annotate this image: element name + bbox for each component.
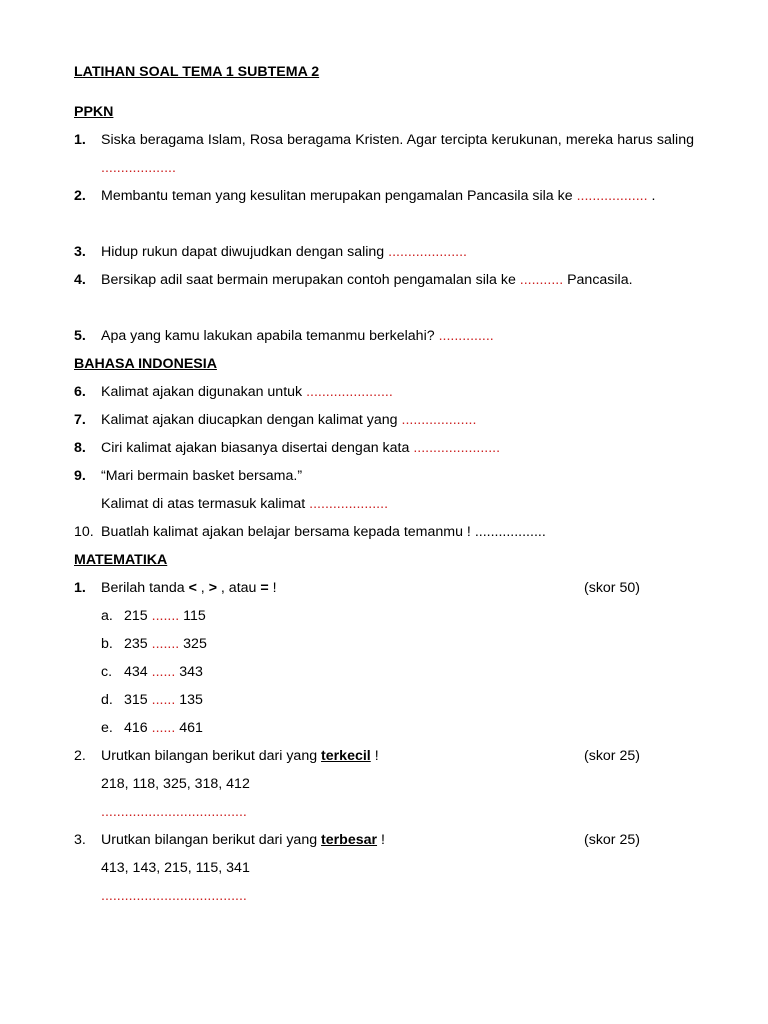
question-text: Berilah tanda	[101, 580, 189, 596]
number-right: 115	[183, 608, 206, 624]
sub-item-d	[101, 686, 203, 714]
question-number: 3.	[74, 832, 86, 848]
question-text: Buatlah kalimat ajakan belajar bersama kepada temanmu ! ..................	[101, 524, 546, 540]
number-right: 135	[179, 692, 203, 708]
question-7	[74, 406, 694, 434]
question-text: , atau	[216, 580, 261, 596]
question-number: 4.	[74, 272, 86, 288]
question-text: Ciri kalimat ajakan biasanya disertai dengan kata	[101, 440, 414, 456]
answer-blank: ......................	[413, 440, 501, 456]
math-question-1	[74, 574, 694, 602]
question-text: Bersikap adil saat bermain merupakan contoh pengamalan sila ke	[101, 272, 520, 288]
number-right: 325	[183, 636, 207, 652]
symbol-greater-than: >	[208, 580, 217, 596]
answer-blank: ..................	[576, 188, 648, 204]
answer-blank: ..............	[438, 328, 494, 344]
question-number: 10.	[74, 524, 94, 540]
question-8	[74, 434, 694, 462]
number-left: 416	[124, 720, 148, 736]
question-text: Urutkan bilangan berikut dari yang	[101, 832, 322, 848]
page-title: LATIHAN SOAL TEMA 1 SUBTEMA 2	[74, 64, 320, 80]
score-label: (skor 50)	[584, 580, 640, 596]
answer-blank: ......	[151, 720, 176, 736]
question-number: 2.	[74, 748, 86, 764]
question-text-end: !	[377, 832, 385, 848]
question-10	[74, 518, 694, 546]
sub-item-c	[101, 658, 203, 686]
number-left: 315	[124, 692, 148, 708]
question-number: 8.	[74, 440, 86, 456]
question-text-after: Pancasila.	[563, 272, 633, 288]
number-list: 413, 143, 215, 115, 341	[101, 860, 250, 876]
question-1	[74, 126, 694, 182]
score-label: (skor 25)	[584, 748, 640, 764]
number-left: 434	[124, 664, 148, 680]
symbol-equals: =	[260, 580, 269, 596]
question-text: Apa yang kamu lakukan apabila temanmu berkelahi?	[101, 328, 439, 344]
question-3	[74, 238, 694, 266]
answer-blank: ...................	[401, 412, 477, 428]
sub-item-a	[101, 602, 206, 630]
keyword-terbesar: terbesar	[321, 832, 378, 848]
keyword-terkecil: terkecil	[321, 748, 371, 764]
sub-letter: a.	[101, 608, 113, 624]
question-text: Kalimat ajakan digunakan untuk	[101, 384, 307, 400]
section-bahasa-heading: BAHASA INDONESIA	[74, 356, 217, 372]
answer-blank: .......	[151, 636, 180, 652]
section-ppkn-heading: PPKN	[74, 104, 114, 120]
sub-letter: c.	[101, 664, 113, 680]
question-5	[74, 322, 694, 350]
sub-item-e	[101, 714, 203, 742]
answer-blank: ....................	[388, 244, 467, 260]
number-left: 215	[124, 608, 148, 624]
sub-letter: d.	[101, 692, 113, 708]
question-text: Siska beragama Islam, Rosa beragama Kristen. Agar tercipta kerukunan, mereka harus saling	[101, 132, 694, 148]
sub-letter: e.	[101, 720, 113, 736]
sub-letter: b.	[101, 636, 113, 652]
question-number: 5.	[74, 328, 86, 344]
question-text-after: .	[647, 188, 656, 204]
question-number: 7.	[74, 412, 86, 428]
question-number: 3.	[74, 244, 86, 260]
question-9	[74, 462, 694, 518]
question-4	[74, 266, 694, 294]
answer-blank: .....................................	[101, 804, 247, 820]
question-2	[74, 182, 694, 210]
question-number: 1.	[74, 580, 86, 596]
answer-blank: .......	[151, 608, 180, 624]
separator: ,	[196, 580, 209, 596]
answer-blank: ......	[151, 664, 176, 680]
math-question-2	[74, 742, 694, 826]
number-list: 218, 118, 325, 318, 412	[101, 776, 250, 792]
answer-blank: ......	[151, 692, 176, 708]
answer-blank: ...........	[519, 272, 564, 288]
number-right: 343	[179, 664, 203, 680]
answer-blank: ......................	[306, 384, 393, 400]
question-text: Kalimat ajakan diucapkan dengan kalimat yang	[101, 412, 402, 428]
section-matematika-heading: MATEMATIKA	[74, 552, 168, 568]
number-right: 461	[179, 720, 203, 736]
answer-blank: ...................	[101, 160, 176, 176]
question-text-end: !	[370, 748, 379, 764]
question-text: Hidup rukun dapat diwujudkan dengan saling	[101, 244, 389, 260]
question-number: 9.	[74, 468, 86, 484]
question-6	[74, 378, 694, 406]
score-label: (skor 25)	[584, 832, 640, 848]
question-text-line2: Kalimat di atas termasuk kalimat	[101, 496, 310, 512]
math-question-3	[74, 826, 694, 910]
question-number: 2.	[74, 188, 86, 204]
symbol-less-than: <	[188, 580, 197, 596]
question-text: “Mari bermain basket bersama.”	[101, 468, 303, 484]
question-number: 6.	[74, 384, 86, 400]
sub-item-b	[101, 630, 207, 658]
answer-blank: ....................	[309, 496, 389, 512]
answer-blank: .....................................	[101, 888, 247, 904]
question-text: Urutkan bilangan berikut dari yang	[101, 748, 322, 764]
question-text: Membantu teman yang kesulitan merupakan pengamalan Pancasila sila ke	[101, 188, 577, 204]
question-number: 1.	[74, 132, 86, 148]
number-left: 235	[124, 636, 148, 652]
question-text: !	[268, 580, 277, 596]
